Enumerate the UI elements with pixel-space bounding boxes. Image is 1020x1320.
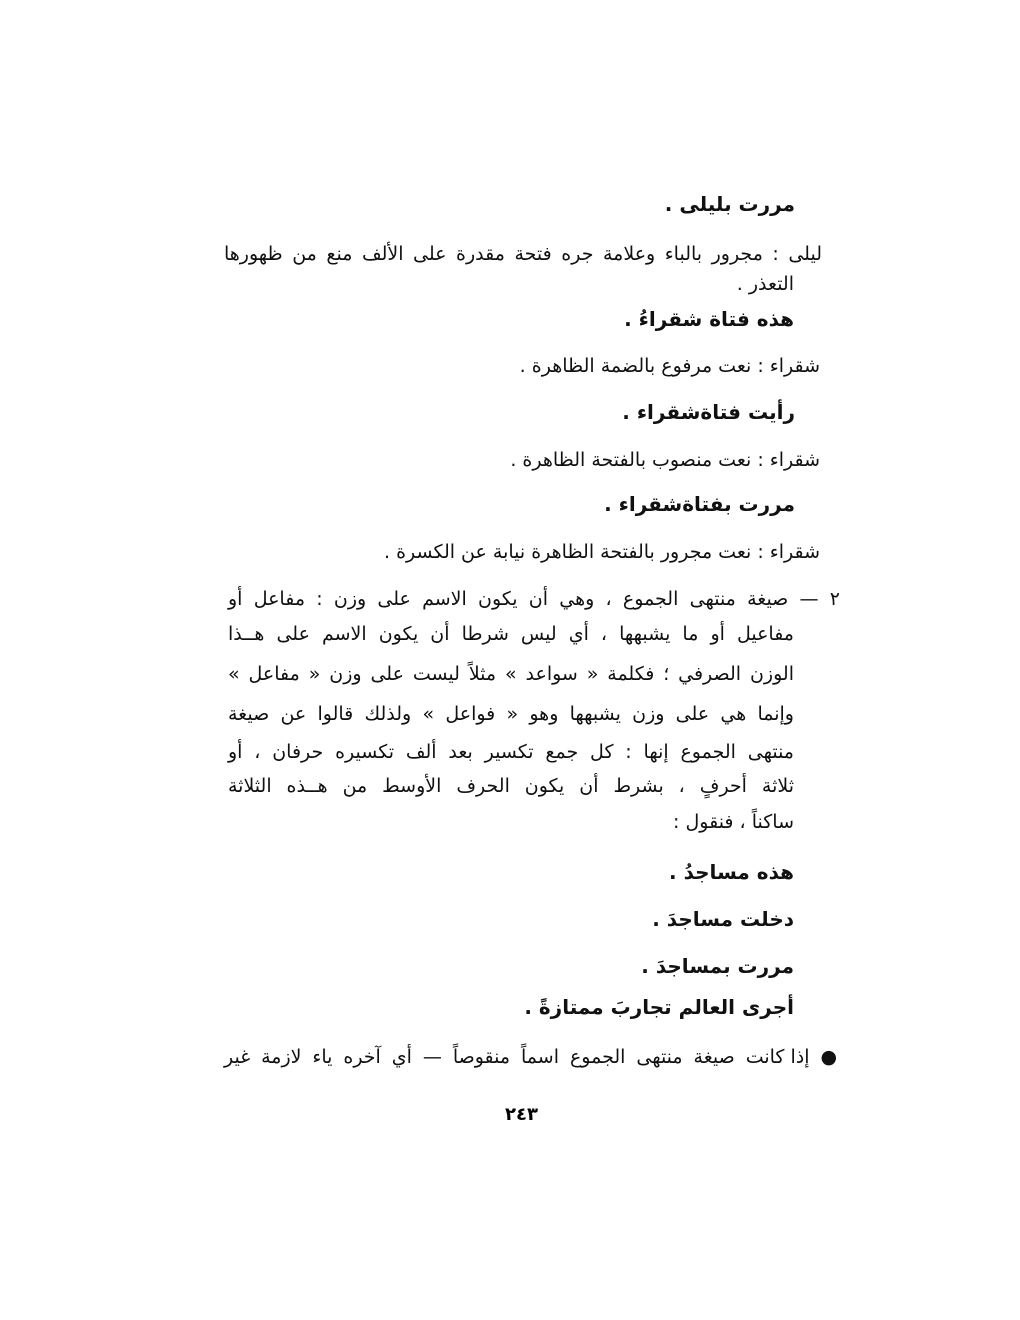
paragraph-line: الوزن الصرفي ؛ فكلمة « سواعد » مثلاً ليست على وزن « مفاعل » xyxy=(228,663,794,685)
bullet-icon: ● xyxy=(820,1046,842,1068)
paragraph-line: وإنما هي على وزن يشبهها وهو « فواعل » ولذلك قالوا عن صيغة xyxy=(228,703,794,725)
explanation-line: التعذر . xyxy=(736,273,794,295)
explanation-line: شقراء : نعت منصوب بالفتحة الظاهرة . xyxy=(510,449,820,471)
example-line: هذه فتاة شقراءُ . xyxy=(624,307,794,331)
page-number: ٢٤٣ xyxy=(505,1104,538,1125)
example-line: مررت بمساجدَ . xyxy=(641,954,794,978)
example-line: مررت بفتاةشقراء . xyxy=(604,492,795,516)
example-line: أجرى العالم تجاربَ ممتازةً . xyxy=(524,995,794,1019)
example-line: هذه مساجدُ . xyxy=(669,860,794,884)
paragraph-line: منتهى الجموع إنها : كل جمع تكسير بعد ألف تكسيره حرفان ، أو xyxy=(228,741,794,763)
paragraph-line xyxy=(224,1043,842,1071)
example-line: رأيت فتاةشقراء . xyxy=(622,400,795,424)
paragraph-line: ٢ — صيغة منتهى الجموع ، وهي أن يكون الاسم على وزن : مفاعل أو xyxy=(228,588,840,610)
explanation-line: شقراء : نعت مرفوع بالضمة الظاهرة . xyxy=(519,355,820,377)
paragraph-line: ساكناً ، فنقول : xyxy=(673,811,794,833)
paragraph-line: مفاعيل أو ما يشبهها ، أي ليس شرطا أن يكون الاسم على هــذا xyxy=(228,623,794,645)
explanation-line: شقراء : نعت مجرور بالفتحة الظاهرة نيابة عن الكسرة . xyxy=(383,541,820,563)
example-line: مررت بليلى . xyxy=(664,192,795,216)
example-line: دخلت مساجدَ . xyxy=(652,907,794,931)
paragraph-line: ثلاثة أحرفٍ ، بشرط أن يكون الحرف الأوسط من هــذه الثلاثة xyxy=(228,775,794,797)
paragraph-text: إذا كانت صيغة منتهى الجموع اسماً منقوصاً — أي آخره ياء لازمة غير xyxy=(224,1046,810,1068)
explanation-line: ليلى : مجرور بالباء وعلامة جره فتحة مقدرة على الألف منع من ظهورها xyxy=(224,243,822,265)
